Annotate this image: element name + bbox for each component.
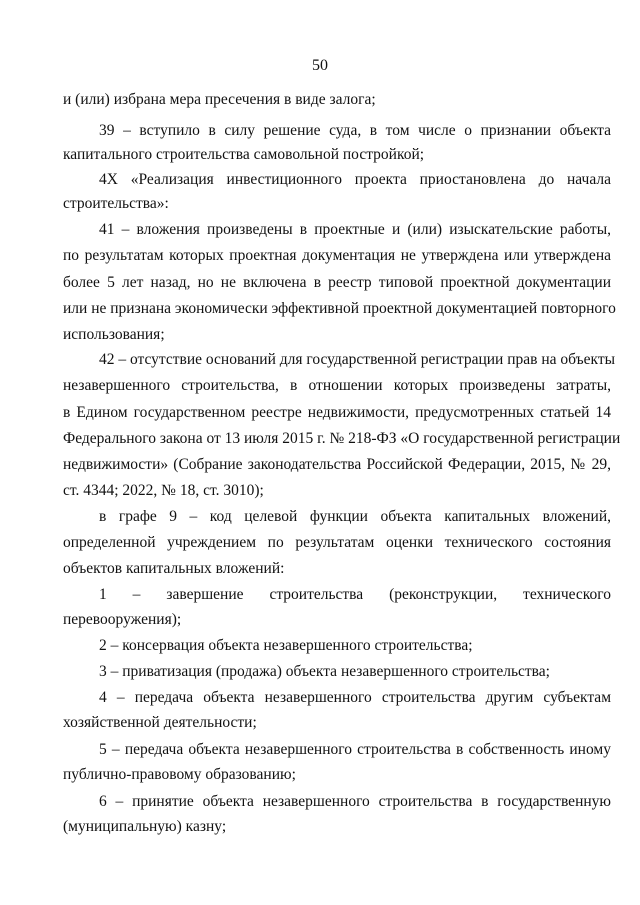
text-line: хозяйственной деятельности;	[63, 714, 257, 731]
text-line: строительства»:	[63, 195, 169, 212]
text-line: по результатам которых проектная документация не утверждена или утверждена	[63, 247, 611, 264]
text-line: определенной учреждением по результатам оценки технического состояния	[63, 534, 611, 551]
text-line: 42 – отсутствие оснований для государственной регистрации прав на объекты	[99, 351, 616, 368]
text-line: более 5 лет назад, но не включена в реестр типовой проектной документации	[63, 274, 611, 291]
text-line: 5 – передача объекта незавершенного строительства в собственность иному	[99, 741, 611, 758]
text-line: и (или) избрана мера пресечения в виде залога;	[63, 91, 376, 108]
text-line: (муниципальную) казну;	[63, 818, 227, 835]
text-line: в Едином государственном реестре недвижимости, предусмотренных статьей 14	[63, 404, 611, 421]
text-line: недвижимости» (Собрание законодательства Российской Федерации, 2015, № 29,	[63, 456, 611, 473]
text-line: 4Х «Реализация инвестиционного проекта приостановлена до начала	[99, 171, 611, 188]
text-line: публично-правовому образованию;	[63, 766, 296, 783]
text-line: незавершенного строительства, в отношении которых произведены затраты,	[63, 377, 611, 394]
text-line: 3 – приватизация (продажа) объекта незавершенного строительства;	[99, 663, 550, 680]
page-number: 50	[312, 57, 328, 74]
text-line: 6 – принятие объекта незавершенного строительства в государственную	[99, 793, 611, 810]
text-line: 1 – завершение строительства (реконструкции, технического	[99, 586, 611, 603]
text-line: 41 – вложения произведены в проектные и (или) изыскательские работы,	[99, 221, 611, 238]
text-line: ст. 4344; 2022, № 18, ст. 3010);	[63, 482, 264, 499]
text-line: объектов капитальных вложений:	[63, 560, 285, 577]
text-line: капитального строительства самовольной постройкой;	[63, 146, 425, 163]
text-line: в графе 9 – код целевой функции объекта капитальных вложений,	[99, 508, 611, 525]
text-line: или не признана экономически эффективной проектной документацией повторного	[63, 300, 616, 317]
text-line: Федерального закона от 13 июля 2015 г. № 218-ФЗ «О государственной регистрации	[63, 430, 621, 447]
text-line: использования;	[63, 326, 165, 343]
text-line: 4 – передача объекта незавершенного строительства другим субъектам	[99, 689, 611, 706]
text-line: перевооружения);	[63, 611, 182, 628]
text-line: 2 – консервация объекта незавершенного строительства;	[99, 637, 473, 654]
text-line: 39 – вступило в силу решение суда, в том числе о признании объекта	[99, 122, 611, 139]
